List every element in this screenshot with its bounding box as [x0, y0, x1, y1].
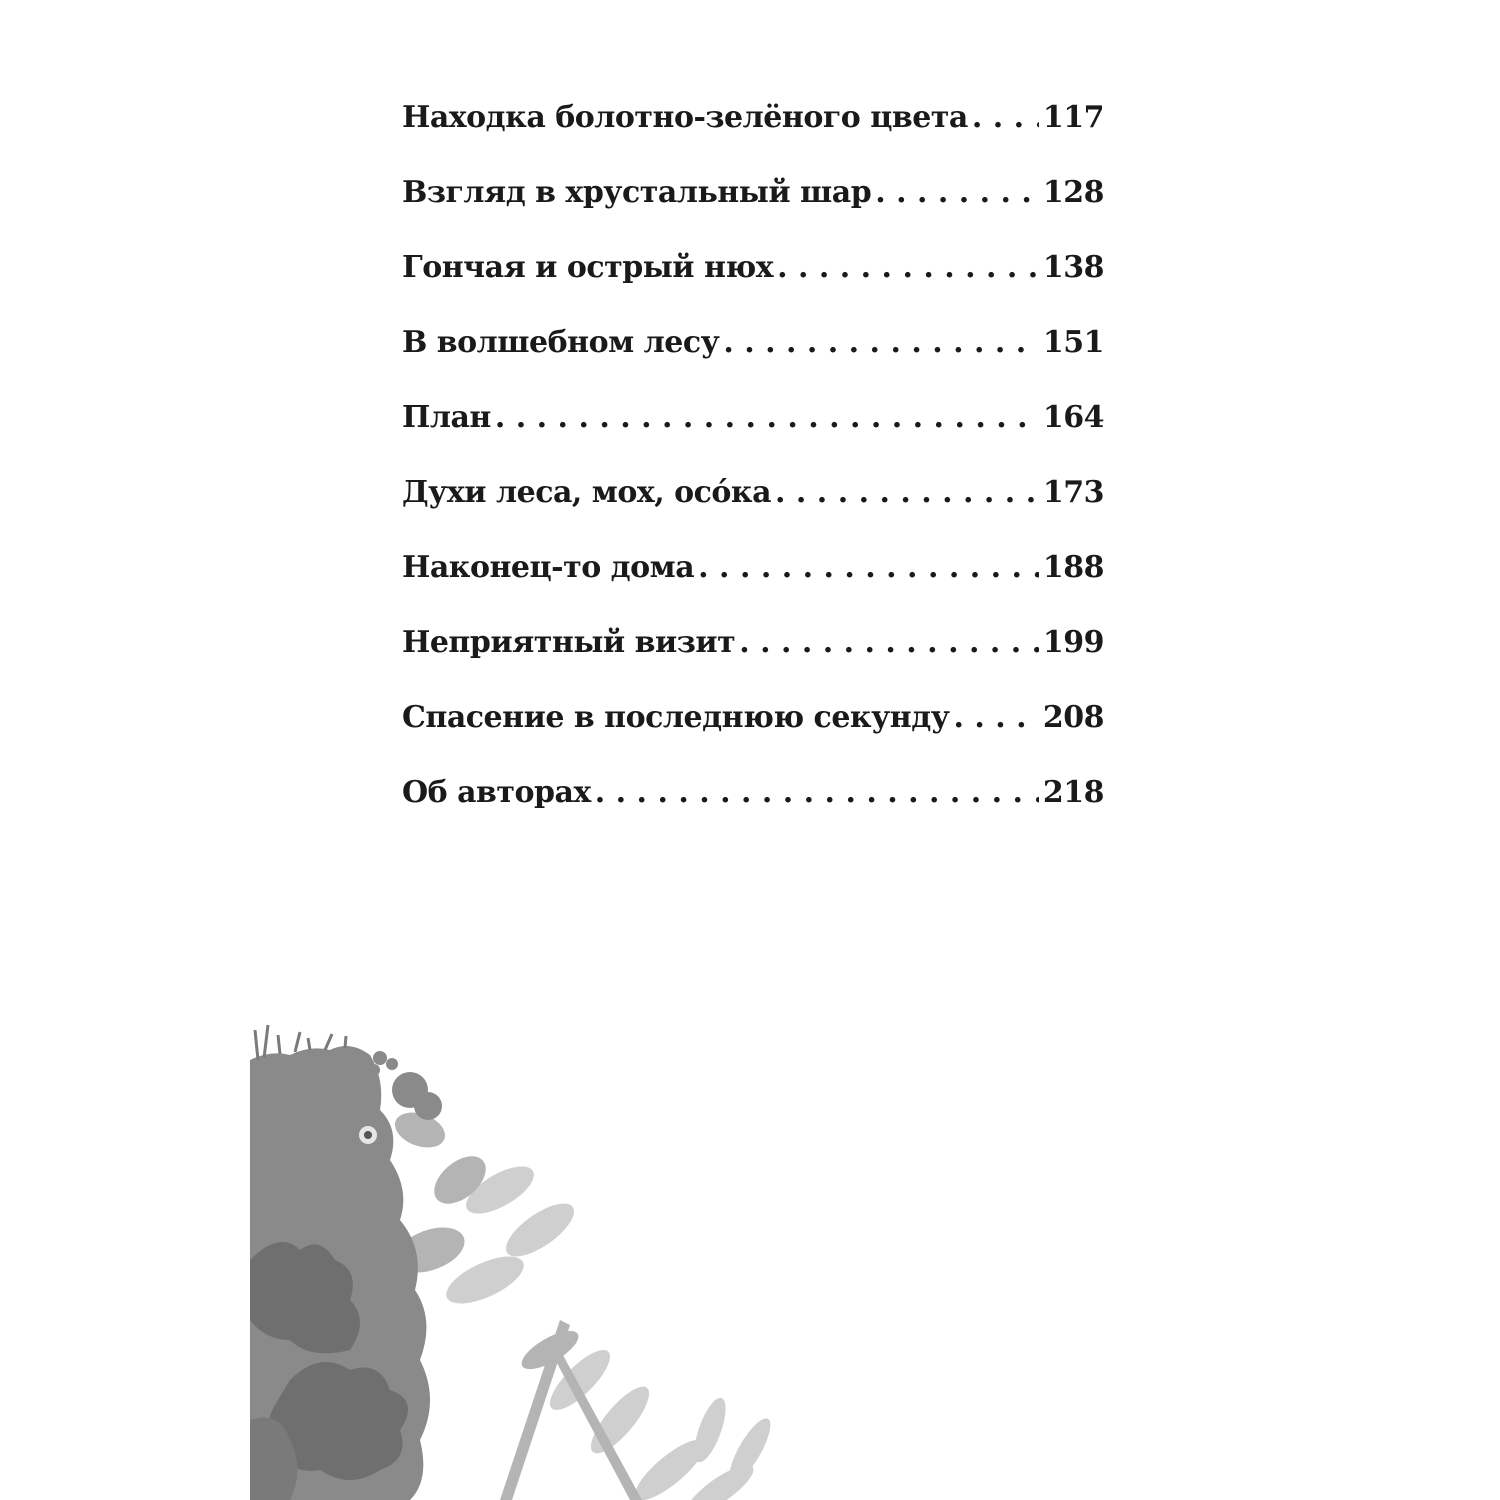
light-leaves [389, 1106, 642, 1500]
toc-entry-page: 151 [1042, 325, 1104, 360]
toc-entry-page: 173 [1042, 475, 1104, 510]
toc-entry-title: Неприятный визит [402, 625, 736, 660]
toc-entry[interactable] [402, 625, 1104, 700]
toc-entry-title: Находка болотно-зелёного цвета [402, 100, 968, 135]
toc-entry-page: 117 [1042, 100, 1104, 135]
toc-entry[interactable] [402, 700, 1104, 775]
toc-entry-page: 164 [1042, 400, 1104, 435]
table-of-contents [402, 100, 1104, 850]
toc-entry-title: План [402, 400, 491, 435]
toc-entry-page: 208 [1042, 700, 1104, 735]
forest-foliage-icon [250, 1020, 810, 1500]
dark-shrub [250, 1046, 430, 1500]
toc-entry[interactable] [402, 775, 1104, 850]
toc-entry-page: 218 [1042, 775, 1104, 810]
toc-entry-title: Духи леса, мох, осо́ка [402, 475, 772, 510]
toc-dot-leader [595, 775, 1039, 810]
toc-entry[interactable] [402, 175, 1104, 250]
toc-entry-page: 188 [1042, 550, 1104, 585]
toc-entry[interactable] [402, 400, 1104, 475]
toc-dot-leader [953, 700, 1038, 735]
toc-entry[interactable] [402, 475, 1104, 550]
toc-dot-leader [777, 250, 1039, 285]
toc-dot-leader [775, 475, 1039, 510]
toc-entry-title: Спасение в последнюю секунду [402, 700, 950, 735]
toc-entry-page: 138 [1042, 250, 1104, 285]
toc-dot-leader [723, 325, 1039, 360]
toc-dot-leader [495, 400, 1039, 435]
toc-entry-page: 199 [1042, 625, 1104, 660]
toc-entry-title: Наконец-то дома [402, 550, 695, 585]
toc-entry[interactable] [402, 250, 1104, 325]
toc-entry-title: В волшебном лесу [402, 325, 720, 360]
toc-entry[interactable] [402, 325, 1104, 400]
toc-entry[interactable] [402, 100, 1104, 175]
toc-entry-title: Взгляд в хрустальный шар [402, 175, 872, 210]
toc-entry[interactable] [402, 550, 1104, 625]
toc-dot-leader [875, 175, 1039, 210]
toc-dot-leader [739, 625, 1039, 660]
toc-entry-title: Об авторах [402, 775, 591, 810]
toc-entry-page: 128 [1042, 175, 1104, 210]
toc-dot-leader [698, 550, 1039, 585]
toc-dot-leader [972, 100, 1039, 135]
toc-entry-title: Гончая и острый нюх [402, 250, 774, 285]
